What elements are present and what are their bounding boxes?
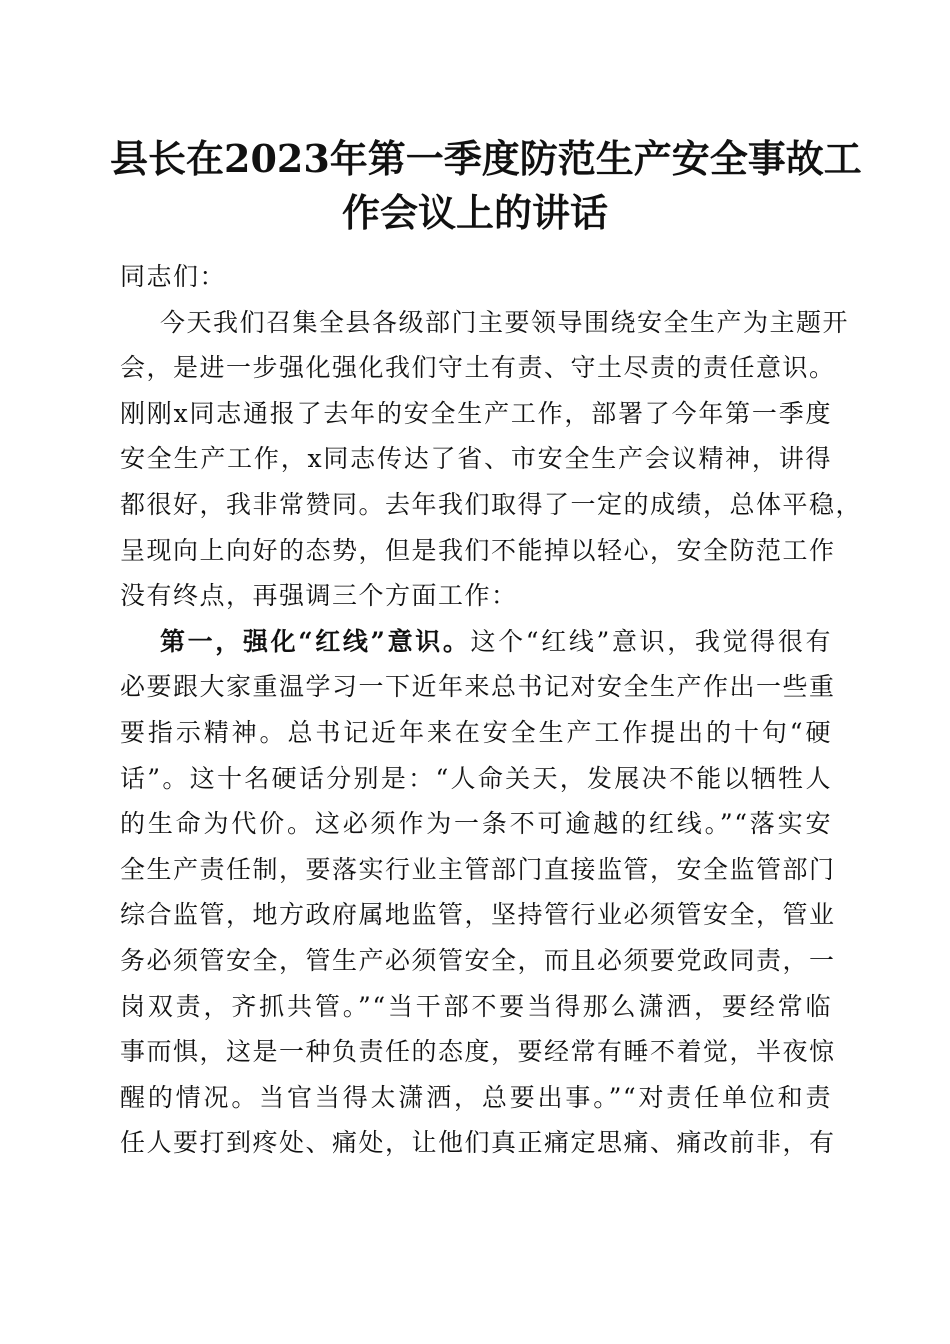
paragraph-2 — [120, 619, 836, 1166]
text-line: 没有终点，再强调三个方面工作： — [120, 581, 518, 611]
text-line: 醒的情况。当官当得太潇洒，总要出事。”“对责任单位和责 — [120, 1082, 832, 1112]
text-line: 事而惧，这是一种负责任的态度，要经常有睡不着觉，半夜惊 — [120, 1037, 836, 1067]
text-line: 安全生产工作，x同志传达了省、市安全生产会议精神，讲得 — [120, 444, 832, 474]
document-body — [120, 254, 863, 1166]
text-run: 这个“红线”意识，我觉得很有 — [470, 626, 832, 656]
text-line: 任人要打到疼处、痛处，让他们真正痛定思痛、痛改前非，有 — [120, 1128, 836, 1158]
text-line: 都很好，我非常赞同。去年我们取得了一定的成绩，总体平稳， — [120, 489, 863, 519]
title-line: 县长在2023年第一季度防范生产安全事故工 — [110, 136, 862, 181]
text-line: 全生产责任制，要落实行业主管部门直接监管，安全监管部门 — [120, 854, 836, 884]
text-line: 的生命为代价。这必须作为一条不可逾越的红线。”“落实安 — [120, 809, 832, 839]
paragraph-1 — [120, 300, 863, 619]
text-line: 务必须管安全，管生产必须管安全，而且必须要党政同责，一 — [120, 945, 836, 975]
text-line: 呈现向上向好的态势，但是我们不能掉以轻心，安全防范工作 — [120, 535, 836, 565]
text-line: 综合监管，地方政府属地监管，坚持管行业必须管安全，管业 — [120, 900, 836, 930]
text-line: 必要跟大家重温学习一下近年来总书记对安全生产作出一些重 — [120, 672, 836, 702]
text-line — [120, 619, 832, 665]
text-line: 今天我们召集全县各级部门主要领导围绕安全生产为主题开 — [160, 307, 850, 337]
text-line: 话”。这十名硬话分别是：“人命关天，发展决不能以牺牲人 — [120, 763, 832, 793]
title-line: 作会议上的讲话 — [341, 190, 608, 235]
text-line: 要指示精神。总书记近年来在安全生产工作提出的十句“硬 — [120, 717, 832, 747]
document-title — [110, 132, 862, 240]
section-heading: 第一，强化“红线”意识。 — [160, 626, 471, 656]
salutation: 同志们： — [120, 262, 227, 291]
text-line: 岗双责，齐抓共管。”“当干部不要当得那么潇洒，要经常临 — [120, 991, 832, 1021]
text-line: 刚刚x同志通报了去年的安全生产工作，部署了今年第一季度 — [120, 398, 832, 428]
text-line: 会，是进一步强化强化我们守土有责、守土尽责的责任意识。 — [120, 353, 836, 383]
